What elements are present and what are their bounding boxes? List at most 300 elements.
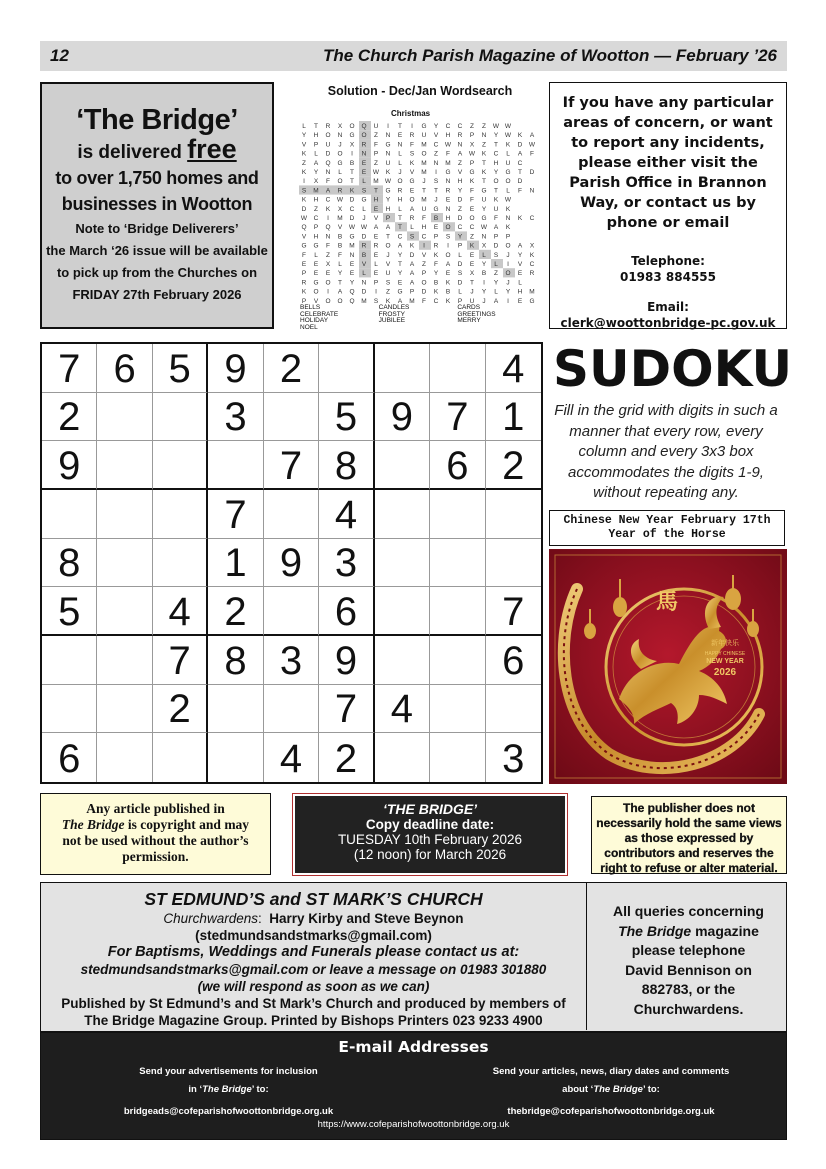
- wordsearch-word: GREETINGS: [457, 310, 496, 318]
- page-header: [40, 41, 787, 71]
- wordsearch-letter: K: [505, 205, 511, 213]
- wordsearch-letter: C: [493, 150, 499, 158]
- horse-greeting-cn: 新年快乐: [711, 639, 739, 647]
- wordsearch-letter: F: [434, 261, 438, 268]
- wordsearch-letter: E: [469, 251, 475, 259]
- deliverers-note-3: to pick up from the Churches on: [56, 265, 258, 280]
- wordsearch-letter: V: [337, 224, 343, 232]
- wordsearch-letter: H: [493, 159, 499, 167]
- ads-line-2: [71, 1081, 386, 1099]
- wordsearch-letter: F: [446, 150, 450, 158]
- wordsearch-letter: W: [504, 132, 512, 140]
- wordsearch-letter: T: [398, 215, 402, 222]
- wordsearch-letter: Z: [314, 205, 318, 213]
- sudoku-cell: [208, 685, 263, 734]
- sudoku-cell: 2: [208, 587, 263, 636]
- published-line-1: Published by St Edmund’s and St Mark’s Church and produced by members of: [61, 996, 566, 1011]
- wordsearch-letter: N: [445, 178, 451, 186]
- queries-line-2: [591, 922, 786, 942]
- wordsearch-letter: S: [409, 233, 415, 241]
- wordsearch-letter: Y: [493, 169, 499, 176]
- church-details: [41, 883, 587, 1030]
- wordsearch-letter: U: [481, 196, 487, 204]
- wordsearch-letter: R: [325, 123, 331, 130]
- sudoku-cell: [97, 636, 152, 685]
- wordsearch-letter: E: [373, 205, 379, 213]
- wordsearch-letter: D: [517, 141, 523, 149]
- page-number: 12: [50, 46, 69, 65]
- sudoku-cell: 2: [319, 733, 374, 782]
- wordsearch-letter: P: [373, 150, 379, 158]
- wordsearch-word: FROSTY: [378, 310, 406, 318]
- wordsearch-letter: F: [338, 251, 342, 259]
- phone-number: 01983 884555: [619, 270, 717, 284]
- wordsearch-letter: B: [433, 279, 439, 287]
- wordsearch-letter: K: [493, 196, 499, 204]
- wordsearch-letter: E: [373, 270, 379, 278]
- wordsearch-letter: N: [337, 132, 343, 140]
- wordsearch-letter: Z: [470, 233, 474, 241]
- sudoku-cell: [264, 490, 319, 539]
- wordsearch-letter: F: [302, 251, 306, 259]
- churchwardens-line: Churchwardens: Harry Kirby and Steve Beynon: [163, 911, 464, 926]
- wordsearch-letter: O: [445, 224, 451, 232]
- wordsearch-letter: V: [433, 132, 439, 140]
- ads-email-link[interactable]: bridgeads@cofeparishofwoottonbridge.org.uk: [123, 1106, 334, 1117]
- wordsearch-letter: N: [361, 279, 367, 287]
- wordsearch-letter: Z: [386, 288, 390, 296]
- sudoku-cell: [375, 636, 430, 685]
- wordsearch-letter: M: [445, 159, 451, 167]
- wordsearch-letter: J: [338, 141, 342, 149]
- wordsearch-letter: W: [504, 123, 512, 130]
- sudoku-cell: 4: [486, 344, 541, 393]
- wordsearch-letter: I: [303, 178, 305, 186]
- wordsearch-letter: M: [421, 169, 427, 176]
- delivered-free-line: [42, 134, 272, 165]
- queries-line-5: 882783, or the: [641, 981, 736, 997]
- wordsearch-letter: L: [458, 288, 462, 296]
- church-contact: stedmundsandstmarks@gmail.com or leave a message on 01983 301880: [80, 962, 547, 977]
- wordsearch-letter: H: [397, 196, 403, 204]
- wordsearch-letter: E: [373, 251, 379, 259]
- wordsearch-letter: L: [362, 270, 366, 278]
- wordsearch-letter: T: [398, 224, 402, 232]
- sudoku-cell: [375, 587, 430, 636]
- queries-line-4: David Bennison on: [625, 961, 752, 978]
- wordsearch-letter: D: [349, 215, 355, 222]
- queries-line-6: Churchwardens.: [633, 1000, 744, 1017]
- sudoku-cell: [97, 539, 152, 588]
- wordsearch-letter: Y: [397, 251, 403, 259]
- articles-column: [441, 1063, 781, 1121]
- wordsearch-letter: O: [313, 288, 319, 296]
- wordsearch-letter: B: [445, 288, 451, 296]
- wordsearch-letter: F: [326, 178, 330, 186]
- wordsearch-letter: V: [517, 261, 523, 268]
- wordsearch-letter: F: [470, 196, 474, 204]
- wordsearch-letter: N: [529, 187, 535, 195]
- wordsearch-letter: T: [482, 178, 486, 186]
- wordsearch-word-list: [300, 305, 536, 331]
- deadline-date: TUESDAY 10th February 2026: [337, 832, 523, 847]
- wordsearch-letter: H: [313, 196, 319, 204]
- wordsearch-letter: O: [421, 279, 427, 287]
- wordsearch-letter: O: [325, 279, 331, 287]
- wordsearch-letter: O: [349, 123, 355, 130]
- wordsearch-letter: W: [360, 224, 368, 232]
- wordsearch-letter: K: [469, 178, 475, 186]
- horse-new-year: NEW YEAR: [706, 658, 744, 665]
- copyright-line-3: not be used without the author’s: [62, 833, 249, 848]
- sudoku-cell: 9: [319, 636, 374, 685]
- wordsearch-letter: L: [494, 288, 498, 296]
- sudoku-cell: 9: [375, 393, 430, 442]
- wordsearch-letter: A: [445, 261, 451, 268]
- sudoku-cell: 8: [319, 441, 374, 490]
- wordsearch-letter: R: [301, 279, 307, 287]
- wordsearch-letter: C: [517, 159, 523, 167]
- wordsearch-letter: J: [362, 215, 366, 222]
- sudoku-cell: [375, 539, 430, 588]
- wordsearch-letter: H: [313, 132, 319, 140]
- wordsearch-letter: M: [361, 297, 367, 304]
- wordsearch-letter: O: [469, 215, 475, 222]
- sudoku-cell: [208, 733, 263, 782]
- wordsearch-letter: L: [506, 150, 510, 158]
- wordsearch-letter: G: [421, 123, 427, 130]
- wordsearch-letter: V: [313, 297, 319, 304]
- wordsearch-letter: D: [529, 169, 535, 176]
- horse-illustration: [549, 549, 787, 784]
- wordsearch-letter: S: [373, 297, 379, 304]
- wordsearch-letter: O: [445, 251, 451, 259]
- wordsearch-letter: O: [325, 132, 331, 140]
- wordsearch-letter: K: [301, 150, 307, 158]
- wordsearch-letter: T: [386, 233, 390, 241]
- sudoku-cell: [153, 539, 208, 588]
- horse-greeting-en: HAPPY CHINESE: [704, 651, 746, 657]
- wordsearch-letter: K: [385, 169, 391, 176]
- sudoku-cell: 3: [319, 539, 374, 588]
- wordsearch-letter: N: [505, 215, 511, 222]
- wordsearch-letter: J: [506, 279, 510, 287]
- wordsearch-letter: N: [325, 233, 331, 241]
- wordsearch-letter: F: [470, 187, 474, 195]
- wordsearch-word: CANDLES: [378, 304, 410, 311]
- wordsearch-letter: I: [507, 297, 509, 304]
- wordsearch-letter: X: [529, 242, 535, 250]
- wordsearch-letter: N: [481, 233, 487, 241]
- wordsearch-letter: M: [421, 196, 427, 204]
- wordsearch-letter: P: [469, 159, 475, 167]
- wordsearch-letter: E: [313, 270, 319, 278]
- wordsearch-letter: O: [505, 242, 511, 250]
- wordsearch-letter: J: [398, 169, 402, 176]
- sudoku-cell: [430, 539, 485, 588]
- email-label: Email:: [647, 300, 689, 314]
- wordsearch-word: CARDS: [457, 304, 481, 311]
- sudoku-cell: 8: [208, 636, 263, 685]
- wordsearch-letter: S: [361, 187, 367, 195]
- wordsearch-letter: X: [349, 141, 355, 149]
- wordsearch-letter: M: [313, 187, 319, 195]
- deliverers-note-1: Note to ‘Bridge Deliverers’: [75, 221, 239, 236]
- wordsearch-letter: W: [384, 178, 392, 186]
- wordsearch-letter: E: [325, 270, 331, 278]
- wordsearch-letter: O: [421, 150, 427, 158]
- wordsearch-letter: Y: [337, 270, 343, 278]
- wordsearch-letter: O: [409, 196, 415, 204]
- articles-line-2-pre: about ‘: [562, 1084, 594, 1095]
- wordsearch-letter: T: [314, 123, 318, 130]
- wordsearch-letter: Y: [457, 187, 463, 195]
- wordsearch-letter: R: [529, 270, 535, 278]
- sudoku-cell: 3: [208, 393, 263, 442]
- wordsearch-letter: T: [398, 123, 402, 130]
- wordsearch-letter: U: [421, 205, 427, 213]
- wordsearch-letter: G: [301, 242, 307, 250]
- wordsearch-letter: O: [337, 150, 343, 158]
- sudoku-cell: 6: [430, 441, 485, 490]
- ads-line-1: Send your advertisements for inclusion: [139, 1066, 318, 1077]
- wordsearch-letter: K: [301, 169, 307, 176]
- wordsearch-letter: L: [374, 261, 378, 268]
- church-info-box: [40, 882, 787, 1032]
- wordsearch-letter: G: [409, 178, 415, 186]
- delivered-prefix: is delivered: [77, 142, 182, 163]
- wordsearch-letter: M: [349, 242, 355, 250]
- sudoku-cell: [375, 490, 430, 539]
- wordsearch-letter: P: [493, 233, 499, 241]
- wordsearch-letter: T: [350, 178, 354, 186]
- advertisements-column: [71, 1063, 386, 1121]
- sudoku-instructions: Fill in the grid with digits in such a manner that every row, every column and every 3x3 box accommodates the digits 1-9, without repeating any.: [554, 402, 778, 501]
- wordsearch-letter: J: [434, 196, 438, 204]
- sudoku-cell: 8: [42, 539, 97, 588]
- baptisms-line: For Baptisms, Weddings and Funerals please contact us at:: [107, 944, 520, 960]
- wordsearch-letter: K: [409, 242, 415, 250]
- wordsearch-letter: H: [445, 215, 451, 222]
- sudoku-cell: [97, 393, 152, 442]
- wordsearch-letter: G: [445, 169, 451, 176]
- wordsearch-letter: Y: [481, 288, 487, 296]
- wordsearch-letter: Q: [349, 288, 355, 296]
- wordsearch-letter: M: [421, 141, 427, 149]
- wordsearch-letter: Q: [325, 224, 331, 232]
- sudoku-cell: 2: [153, 685, 208, 734]
- wordsearch-letter: Z: [422, 261, 426, 268]
- wordsearch-letter: B: [337, 233, 343, 241]
- articles-email-link[interactable]: thebridge@cofeparishofwoottonbridge.org.uk: [507, 1106, 715, 1117]
- sudoku-cell: 4: [264, 733, 319, 782]
- horse-character: 馬: [655, 589, 679, 615]
- wordsearch-letter: M: [337, 215, 343, 222]
- wordsearch-letter: C: [457, 123, 463, 130]
- wordsearch-letter: W: [492, 123, 500, 130]
- wordsearch-letter: K: [301, 196, 307, 204]
- wordsearch-letter: A: [397, 242, 403, 250]
- wordsearch-letter: H: [373, 196, 379, 204]
- horse-year: 2026: [713, 667, 737, 678]
- wordsearch-letter: J: [470, 288, 474, 296]
- wordsearch-letter: F: [530, 150, 534, 158]
- wordsearch-letter: T: [338, 279, 342, 287]
- sudoku-cell: 5: [42, 587, 97, 636]
- wordsearch-letter: O: [505, 178, 511, 186]
- queries-bridge: The Bridge: [618, 922, 692, 939]
- sudoku-cell: [153, 490, 208, 539]
- wordsearch-letter: L: [362, 178, 366, 186]
- sudoku-cell: [97, 441, 152, 490]
- wordsearch-letter: Z: [326, 251, 330, 259]
- wordsearch-letter: Z: [470, 123, 474, 130]
- wordsearch-letter: M: [373, 178, 379, 186]
- wordsearch-letter: O: [505, 270, 511, 278]
- wordsearch-letter: W: [504, 196, 512, 204]
- wordsearch-letter: L: [338, 169, 342, 176]
- wordsearch-letter: U: [373, 123, 379, 130]
- wordsearch-letter: W: [480, 224, 488, 232]
- wordsearch-letter: E: [517, 270, 523, 278]
- wordsearch-letter: R: [361, 141, 367, 149]
- email-section-title: E-mail Addresses: [338, 1038, 489, 1056]
- wordsearch-letter: M: [421, 159, 427, 167]
- wordsearch-grid: [296, 118, 536, 304]
- sudoku-cell: 9: [208, 344, 263, 393]
- ads-line-2-pre: in ‘: [188, 1084, 203, 1095]
- bridge-delivery-box: [40, 82, 274, 329]
- wordsearch-letter: J: [506, 251, 510, 259]
- sudoku-cell: [97, 733, 152, 782]
- wordsearch-letter: I: [423, 242, 425, 250]
- wordsearch-letter: T: [470, 279, 474, 287]
- copyright-bridge: The Bridge: [61, 817, 125, 832]
- articles-line-2-post: ’ to:: [642, 1084, 660, 1095]
- wordsearch-letter: R: [409, 132, 415, 140]
- sudoku-cell: 3: [264, 636, 319, 685]
- wordsearch-letter: Y: [349, 279, 355, 287]
- wordsearch-letter: W: [348, 224, 356, 232]
- wordsearch-letter: K: [409, 159, 415, 167]
- wordsearch-letter: H: [421, 224, 427, 232]
- wordsearch-letter: E: [445, 270, 451, 278]
- wordsearch-letter: A: [313, 159, 319, 167]
- sudoku-cell: 7: [319, 685, 374, 734]
- wordsearch-letter: A: [529, 132, 535, 140]
- wordsearch-letter: E: [373, 233, 379, 241]
- wordsearch-letter: J: [482, 297, 486, 304]
- wordsearch-letter: D: [457, 261, 463, 268]
- sudoku-cell: [97, 490, 152, 539]
- wordsearch-letter: T: [350, 169, 354, 176]
- wordsearch-letter: C: [469, 224, 475, 232]
- church-title: ST EDMUND’S and ST MARK’S CHURCH: [144, 889, 483, 909]
- wordsearch-letter: G: [349, 233, 355, 241]
- wordsearch-letter: C: [325, 196, 331, 204]
- wordsearch-letter: H: [313, 233, 319, 241]
- wordsearch-letter: F: [494, 215, 498, 222]
- wordsearch-letter: S: [457, 270, 463, 278]
- sudoku-cell: [42, 490, 97, 539]
- wordsearch-letter: K: [481, 150, 487, 158]
- sudoku-cell: [430, 344, 485, 393]
- wordsearch-letter: K: [517, 132, 523, 140]
- clerk-email: clerk@woottonbridge-pc.gov.uk: [560, 316, 776, 330]
- publisher-disclaimer: The publisher does not necessarily hold the same views as those expressed by contributors and reserves the right to refuse or alter material.: [591, 796, 787, 874]
- wordsearch-letter: E: [397, 279, 403, 287]
- wordsearch-letter: A: [457, 150, 463, 158]
- word-column-1: [300, 305, 379, 331]
- magazine-title: The Church Parish Magazine of Wootton — February ’26: [322, 46, 777, 65]
- churchwardens-email: (stedmundsandstmarks@gmail.com): [195, 928, 432, 943]
- sudoku-cell: [42, 685, 97, 734]
- wordsearch-letter: A: [325, 187, 331, 195]
- homes-line: to over 1,750 homes and: [55, 168, 259, 188]
- wordsearch-letter: Y: [397, 270, 403, 278]
- articles-line-2-bridge: The Bridge: [593, 1084, 643, 1095]
- wordsearch-letter: X: [481, 242, 487, 250]
- wordsearch-letter: N: [349, 251, 355, 259]
- wordsearch-letter: F: [326, 242, 330, 250]
- sudoku-cell: [153, 441, 208, 490]
- sudoku-cell: [319, 344, 374, 393]
- wordsearch-letter: N: [445, 205, 451, 213]
- wordsearch-letter: Y: [433, 123, 439, 130]
- wordsearch-letter: P: [373, 279, 379, 287]
- wordsearch-letter: A: [493, 297, 499, 304]
- wordsearch-letter: K: [481, 169, 487, 176]
- wordsearch-letter: P: [313, 224, 319, 232]
- wordsearch-letter: D: [457, 279, 463, 287]
- wordsearch-letter: Y: [481, 205, 487, 213]
- sudoku-cell: 9: [264, 539, 319, 588]
- sudoku-cell: [486, 685, 541, 734]
- sudoku-cell: [430, 636, 485, 685]
- wordsearch-letter: J: [422, 178, 426, 186]
- wordsearch-letter: D: [361, 288, 367, 296]
- wordsearch-letter: O: [337, 178, 343, 186]
- wordsearch-letter: P: [469, 132, 475, 140]
- wordsearch-letter: Z: [374, 159, 378, 167]
- wordsearch-letter: N: [385, 150, 391, 158]
- wordsearch-word: HOLIDAY: [300, 317, 329, 324]
- wordsearch-letter: S: [445, 233, 451, 241]
- wordsearch-letter: K: [301, 288, 307, 296]
- wordsearch-letter: Q: [361, 123, 367, 130]
- wordsearch-letter: K: [517, 215, 523, 222]
- wordsearch-letter: Z: [434, 150, 438, 158]
- bridge-title: ‘The Bridge’: [76, 104, 238, 136]
- sudoku-cell: 2: [486, 441, 541, 490]
- wordsearch-letter: P: [505, 233, 511, 241]
- wordsearch-letter: A: [409, 205, 415, 213]
- wordsearch-letter: T: [398, 261, 402, 268]
- wordsearch-letter: M: [409, 297, 415, 304]
- wordsearch-letter: A: [385, 224, 391, 232]
- wordsearch-letter: C: [421, 233, 427, 241]
- sudoku-cell: 1: [486, 393, 541, 442]
- wordsearch-letter: L: [302, 123, 306, 130]
- wordsearch-letter: W: [372, 169, 380, 176]
- website-link[interactable]: https://www.cofeparishofwoottonbridge.org.uk: [317, 1119, 510, 1130]
- wordsearch-letter: T: [422, 187, 426, 195]
- wordsearch-letter: D: [517, 178, 523, 186]
- wordsearch-letter: R: [457, 132, 463, 140]
- sudoku-cell: 6: [319, 587, 374, 636]
- wordsearch-letter: L: [338, 261, 342, 268]
- wordsearch-letter: C: [313, 215, 319, 222]
